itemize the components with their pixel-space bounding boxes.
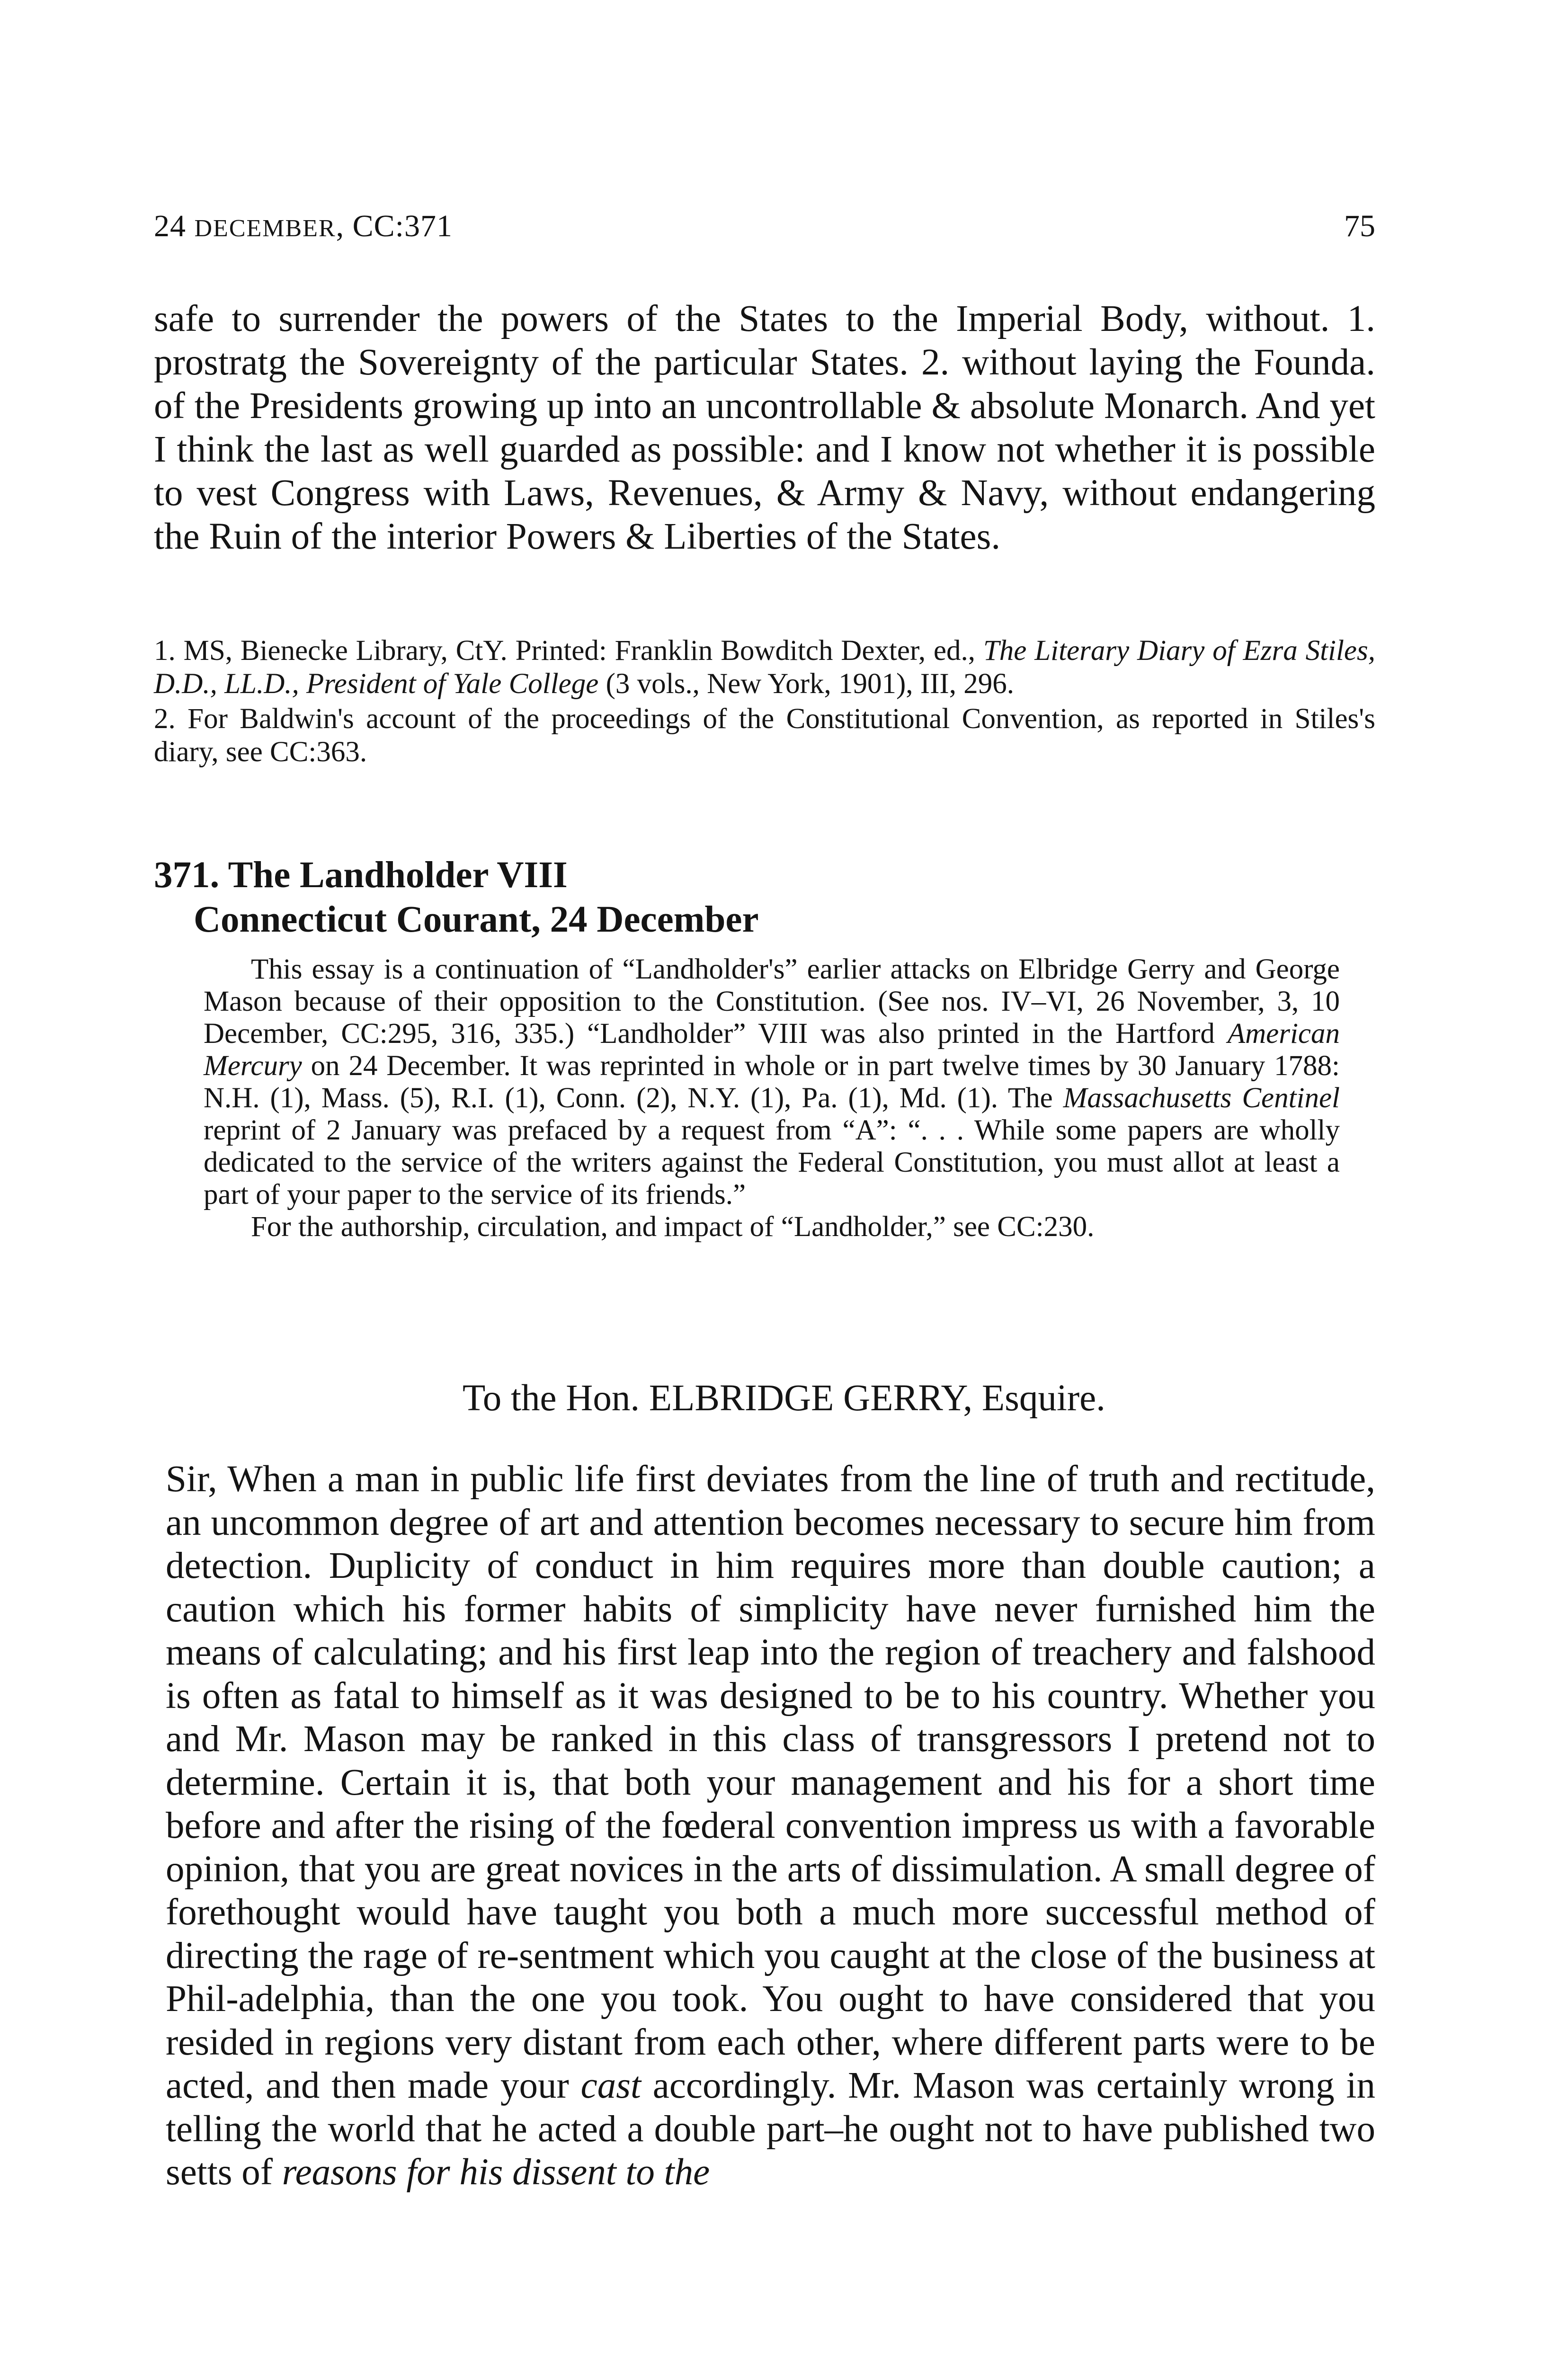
document-heading bbox=[154, 853, 1375, 942]
footnote-2: 2. For Baldwin's account of the proceedings of the Constitutional Convention, as reported in Stiles's diary, see CC:363. bbox=[154, 703, 1375, 768]
footnote-1-prefix: 1. MS, Bienecke Library, CtY. Printed: Franklin Bowditch Dexter, ed., bbox=[154, 635, 983, 667]
letter-italic-cast: cast bbox=[580, 2065, 641, 2106]
letter-body bbox=[166, 1458, 1375, 2194]
running-head-suffix: , CC:371 bbox=[336, 209, 453, 243]
running-head bbox=[154, 208, 453, 244]
page-number: 75 bbox=[1344, 209, 1375, 243]
footnote-1 bbox=[154, 634, 1375, 701]
headnote-newspaper-1: American Mercury bbox=[204, 1018, 1340, 1082]
document-source: Connecticut Courant, 24 December bbox=[194, 899, 759, 940]
intro-paragraph: safe to surrender the powers of the States to the Imperial Body, without. 1. prostratg the Sovereignty of the particular States. 2. without laying the Founda. of the Presidents growing up into an uncontrollable & absolute Monarch. And yet I think the last as well guarded as possible: and I know not whether it is possible to vest Congress with Laws, Revenues, & Army & Navy, without endangering the Ruin of the interior Powers & Liberties of the States. bbox=[154, 298, 1375, 557]
letter-text-b: accordingly. Mr. Mason was certainly wrong in telling the world that he acted a double part–he ought not to have published two setts of bbox=[166, 2065, 1375, 2193]
running-head-prefix: 24 bbox=[154, 209, 195, 243]
letter-salutation: To the Hon. ELBRIDGE GERRY, Esquire. bbox=[463, 1378, 1105, 1419]
page-header bbox=[154, 208, 1375, 251]
footnote-1-suffix: (3 vols., New York, 1901), III, 296. bbox=[598, 668, 1014, 700]
letter-italic-reasons: reasons for his dissent to the bbox=[282, 2152, 710, 2193]
document-title: 371. The Landholder VIII bbox=[154, 854, 568, 896]
footnote-1-title: The Literary Diary of Ezra Stiles, D.D., LL.D., President of Yale College bbox=[154, 635, 1375, 700]
headnote-text-b: on 24 December. It was reprinted in whole or in part twelve times by 30 January 1788: N.H. (1), Mass. (5), R.I. (1), Conn. (2), N.Y. (1), Pa. (1), Md. (1). The bbox=[204, 1050, 1340, 1114]
headnote-paragraph-1 bbox=[204, 953, 1340, 1211]
headnote-paragraph-2: For the authorship, circulation, and impact of “Landholder,” see CC:230. bbox=[251, 1211, 1095, 1243]
running-head-month: DECEMBER bbox=[194, 215, 336, 242]
headnote-text-c: reprint of 2 January was prefaced by a request from “A”: “. . . While some papers are wholly dedicated to the service of the writers against the Federal Constitution, you must allot at least a part of your paper to the service of its friends.” bbox=[204, 1114, 1340, 1210]
headnote bbox=[204, 953, 1340, 1243]
headnote-newspaper-2: Massachusetts Centinel bbox=[1063, 1082, 1340, 1114]
headnote-text-a: This essay is a continuation of “Landholder's” earlier attacks on Elbridge Gerry and George Mason because of their opposition to the Constitution. (See nos. IV–VI, 26 November, 3, 10 December, CC:295, 316, 335.) “Landholder” VIII was also printed in the Hartford bbox=[204, 953, 1340, 1050]
footnotes bbox=[154, 634, 1375, 771]
letter-text-a: Sir, When a man in public life first deviates from the line of truth and rectitude, an uncommon degree of art and attention becomes necessary to secure him from detection. Duplicity of conduct in him requires more than double caution; a caution which his former habits of simplicity have never furnished him the means of calculating; and his first leap into the region of treachery and falshood is often as fatal to himself as it was designed to be to his country. Whether you and Mr. Mason may be ranked in this class of transgressors I pretend not to determine. Certain it is, that both your management and his for a short time before and after the rising of the fœderal convention impress us with a favorable opinion, that you are great novices in the arts of dissimulation. A small degree of forethought would have taught you both a much more successful method of directing the rage of re-sentment which you caught at the close of the business at Phil-adelphia, than the one you took. You ought to have considered that you resided in regions very distant from each other, where different parts were to be acted, and then made your bbox=[166, 1459, 1375, 2106]
